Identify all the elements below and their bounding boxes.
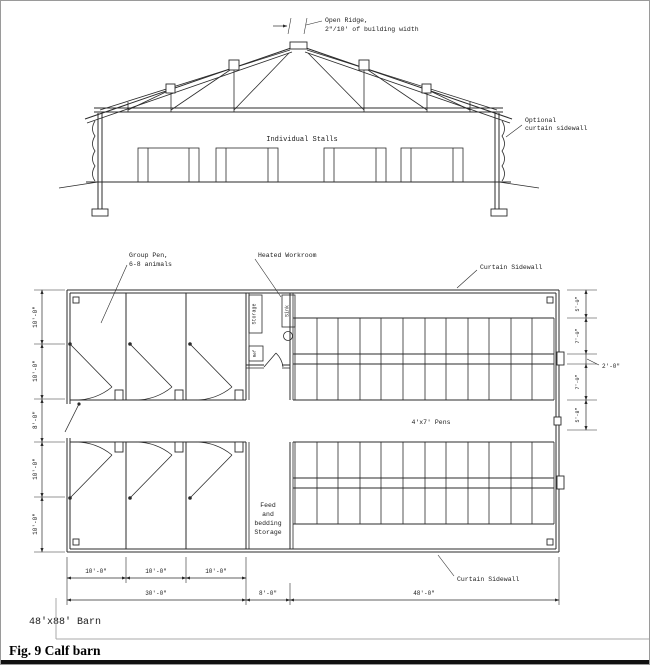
floor-drain [284, 332, 293, 341]
dim-total-3: 48'-0" [413, 590, 435, 597]
open-ridge-note-line2: 2"/10' of building width [325, 26, 419, 33]
dimensions-right [567, 290, 620, 430]
optional-curtain-line1: Optional [525, 117, 557, 124]
dim-bay-2: 10'-0" [145, 568, 167, 575]
roof-truss [85, 42, 512, 123]
pen-gates-top [68, 342, 243, 400]
open-ridge-annotation [273, 17, 419, 34]
plan-annotations [101, 252, 543, 583]
walls [92, 113, 507, 216]
dim-left-3: 8'-0" [32, 410, 39, 430]
group-pen-note-line1: Group Pen, [129, 252, 169, 259]
dim-total-1: 30'-0" [145, 590, 167, 597]
open-ridge-note-line1: Open Ridge, [325, 17, 368, 24]
outer-walls [67, 290, 564, 552]
dim-left-1: 10'-0" [32, 306, 39, 328]
floor-plan [29, 252, 620, 628]
dim-left-4: 10'-0" [32, 458, 39, 480]
dim-bay-1: 10'-0" [85, 568, 107, 575]
dim-left-5: 10'-0" [32, 513, 39, 535]
workroom [246, 295, 295, 368]
individual-stalls-label: Individual Stalls [266, 136, 338, 144]
alley-end-gate [65, 402, 81, 432]
bottom-rule [1, 660, 650, 664]
sink-label: Sink [284, 304, 291, 318]
storage-label: Storage [251, 303, 258, 325]
ref-label: Ref [254, 349, 258, 358]
dim-right-3: 7'-0" [575, 374, 581, 390]
optional-curtain-annotation [506, 117, 588, 137]
floor-and-ground [59, 182, 539, 188]
feed-storage-line4: Storage [254, 529, 282, 536]
curtain-sidewall-waves [93, 121, 505, 181]
elevation-view [59, 17, 588, 216]
feed-storage-line3: bedding [254, 520, 282, 527]
pen-dividers-top-block [295, 318, 554, 400]
pen-gates-bottom [68, 442, 243, 500]
stall-partitions [138, 148, 463, 182]
group-pen-note-line2: 6-8 animals [129, 261, 172, 268]
heated-workroom-label: Heated Workroom [258, 252, 317, 259]
pens-size-label: 4'x7' Pens [411, 419, 451, 426]
pen-dividers-bottom-block [295, 442, 554, 524]
optional-curtain-line2: curtain sidewall [525, 125, 588, 132]
dim-left-2: 10'-0" [32, 360, 39, 382]
dim-right-1: 5'-0" [575, 296, 581, 312]
dimensions-left [32, 290, 65, 552]
group-pens [65, 293, 246, 549]
figure-frame [56, 598, 649, 639]
curtain-sidewall-top-label: Curtain Sidewall [480, 264, 543, 271]
barn-drawing [1, 1, 650, 665]
feed-storage-line1: Feed [260, 502, 276, 509]
curtain-sidewall-bottom-label: Curtain Sidewall [457, 576, 520, 583]
feed-storage-line2: and [262, 511, 274, 518]
dim-right-4: 5'-8" [575, 407, 581, 423]
dim-bay-3: 10'-0" [205, 568, 227, 575]
dim-right-leader: 2'-0" [602, 363, 621, 370]
dim-total-2: 8'-0" [258, 590, 278, 597]
dim-right-2: 7'-0" [575, 328, 581, 344]
drawing-title: 48'x88' Barn [29, 617, 102, 628]
figure-caption: Fig. 9 Calf barn [9, 643, 101, 658]
